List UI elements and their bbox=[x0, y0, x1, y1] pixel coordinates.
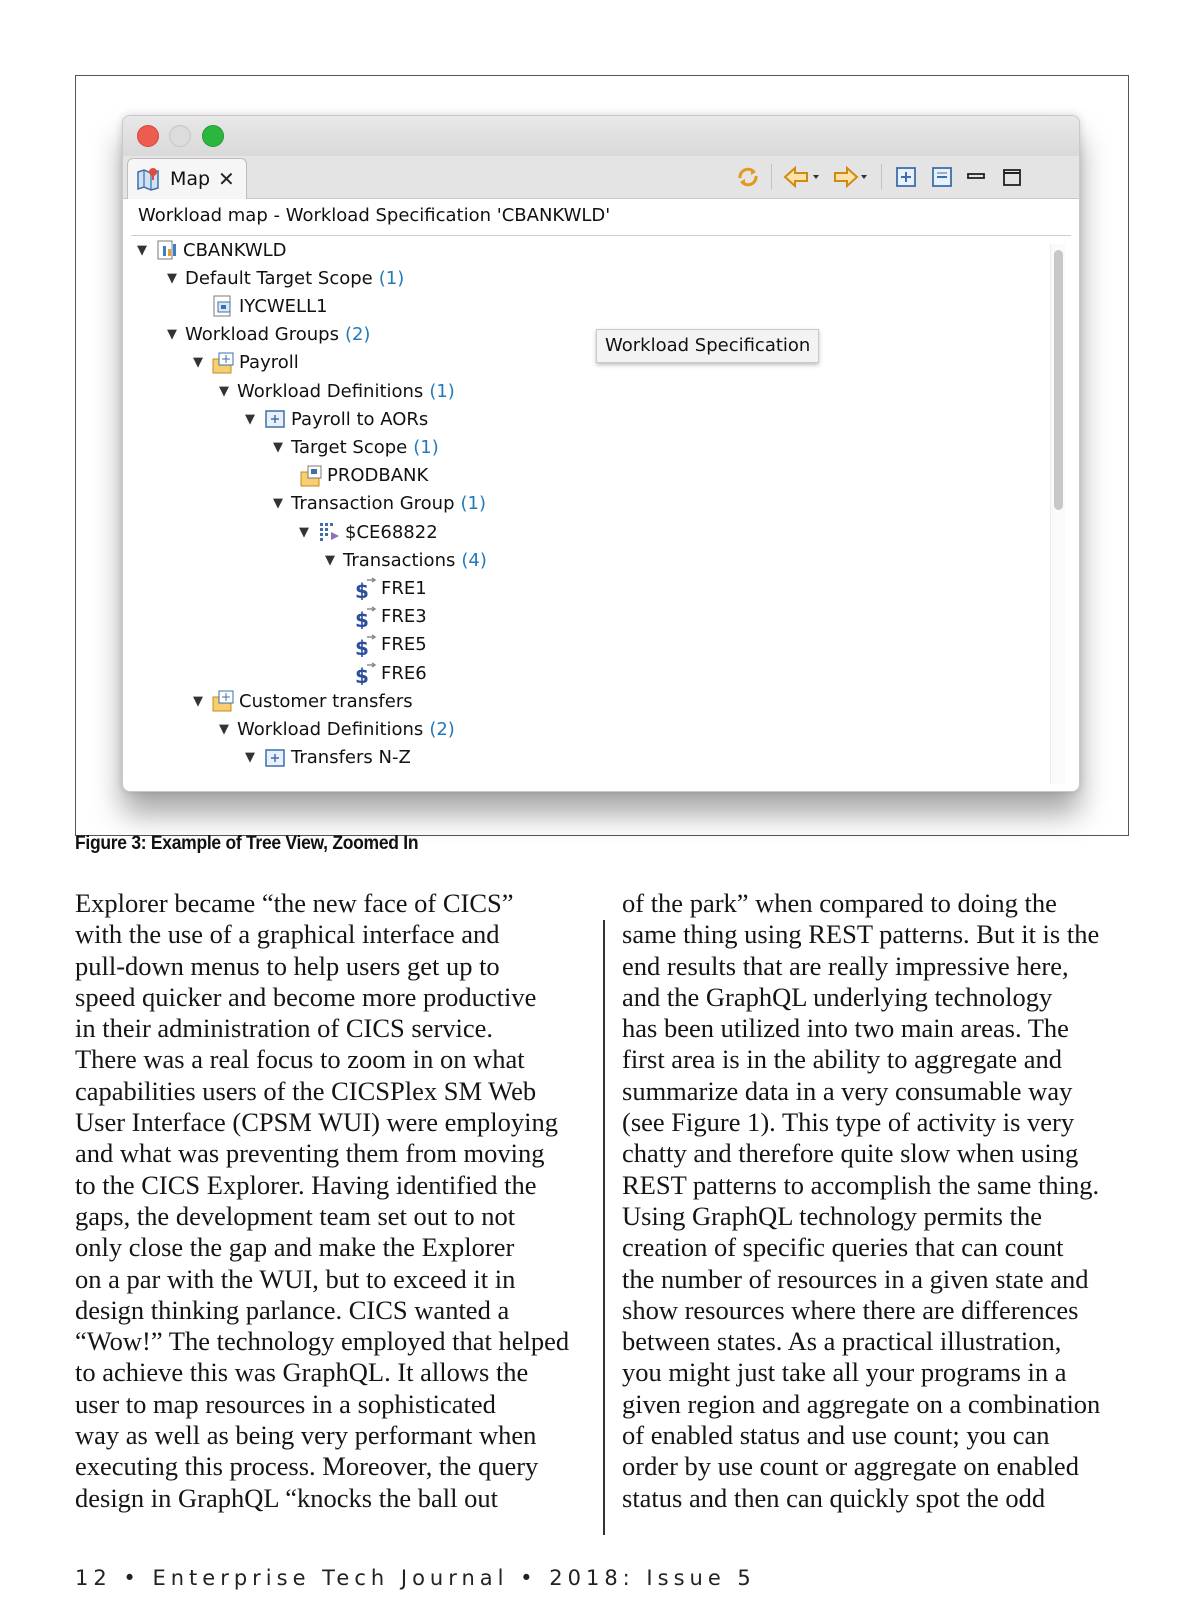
expand-toggle-icon[interactable]: ▼ bbox=[137, 242, 147, 258]
tree-node[interactable] bbox=[353, 632, 427, 658]
workload-map-heading: Workload map - Workload Specification 'CBANKWLD' bbox=[138, 205, 611, 226]
transaction-icon bbox=[353, 633, 377, 657]
svg-text:$: $ bbox=[355, 579, 369, 601]
tab-map[interactable] bbox=[127, 158, 247, 199]
tree-node[interactable] bbox=[193, 688, 413, 714]
tree-node[interactable] bbox=[167, 322, 370, 348]
text-line: chatty and therefore quite slow when using bbox=[622, 1138, 1079, 1169]
tree-node-label: Payroll to AORs bbox=[291, 408, 429, 430]
transaction-icon bbox=[353, 605, 377, 629]
scrollbar-thumb[interactable] bbox=[1054, 250, 1063, 510]
tree-node[interactable] bbox=[245, 745, 411, 771]
text-line: User Interface (CPSM WUI) were employing bbox=[75, 1107, 558, 1138]
text-line: show resources where there are differences bbox=[622, 1294, 1079, 1325]
article-left-column bbox=[75, 888, 595, 1514]
tree-node[interactable] bbox=[245, 406, 428, 432]
map-icon bbox=[136, 166, 162, 192]
tree-node-label: Transactions bbox=[343, 549, 456, 571]
text-line: to the CICS Explorer. Having identified the bbox=[75, 1169, 537, 1200]
toolbar-separator bbox=[771, 164, 772, 190]
collapse-all-icon[interactable] bbox=[929, 164, 955, 190]
text-line: has been utilized into two main areas. The bbox=[622, 1013, 1069, 1044]
text-line: speed quicker and become more productive bbox=[75, 981, 537, 1012]
text-line: of enabled status and use count; you can bbox=[622, 1420, 1050, 1451]
expand-toggle-icon[interactable]: ▼ bbox=[193, 355, 203, 371]
tree-node-count: (2) bbox=[429, 718, 455, 740]
text-line: first area is in the ability to aggregate and bbox=[622, 1044, 1063, 1075]
expand-all-icon[interactable] bbox=[893, 164, 919, 190]
tree-node[interactable] bbox=[299, 519, 438, 545]
view-toolbar bbox=[123, 156, 1079, 199]
expand-toggle-icon[interactable]: ▼ bbox=[325, 552, 335, 568]
heading-divider bbox=[131, 235, 1071, 236]
tree-node-label: CBANKWLD bbox=[183, 239, 287, 261]
expand-toggle-icon[interactable]: ▼ bbox=[167, 327, 177, 343]
tree-node-label: Transfers N-Z bbox=[291, 747, 411, 769]
text-line: on a par with the WUI, but to exceed it in bbox=[75, 1263, 516, 1294]
text-line: (see Figure 1). This type of activity is very bbox=[622, 1107, 1075, 1138]
close-window-button[interactable] bbox=[137, 125, 159, 147]
tree-node-count: (4) bbox=[461, 549, 487, 571]
text-line: executing this process. Moreover, the query bbox=[75, 1451, 539, 1482]
minimize-window-button[interactable] bbox=[169, 125, 191, 147]
maximize-view-icon[interactable] bbox=[1001, 164, 1023, 190]
tree-node[interactable] bbox=[273, 434, 439, 460]
tree-node[interactable] bbox=[219, 378, 455, 404]
tree-node-count: (2) bbox=[344, 324, 371, 346]
expand-toggle-icon[interactable]: ▼ bbox=[245, 750, 255, 766]
tree-node[interactable] bbox=[353, 660, 427, 686]
expand-toggle-icon[interactable]: ▼ bbox=[299, 524, 309, 540]
minimize-view-icon[interactable] bbox=[965, 164, 987, 190]
text-line: creation of specific queries that can count bbox=[622, 1232, 1064, 1263]
text-line: with the use of a graphical interface and bbox=[75, 919, 500, 950]
back-icon[interactable] bbox=[783, 164, 823, 190]
scope-icon bbox=[299, 464, 323, 488]
text-line: you might just take all your programs in a bbox=[622, 1357, 1067, 1388]
text-line: pull-down menus to help users get up to bbox=[75, 950, 500, 981]
tree-node[interactable] bbox=[273, 491, 486, 517]
text-line: design thinking parlance. CICS wanted a bbox=[75, 1294, 510, 1325]
tree-node-label: Target Scope bbox=[291, 436, 408, 458]
tree-node-label: Customer transfers bbox=[239, 690, 413, 712]
text-line: capabilities users of the CICSPlex SM Web bbox=[75, 1075, 537, 1106]
text-line: of the park” when compared to doing the bbox=[622, 888, 1057, 918]
region-icon bbox=[211, 294, 235, 318]
expand-toggle-icon[interactable]: ▼ bbox=[193, 693, 203, 709]
text-line: and the GraphQL underlying technology bbox=[622, 981, 1053, 1012]
zoom-window-button[interactable] bbox=[202, 125, 224, 147]
expand-toggle-icon[interactable]: ▼ bbox=[273, 439, 283, 455]
text-line: between states. As a practical illustration, bbox=[622, 1326, 1062, 1357]
workload-group-icon bbox=[211, 351, 235, 375]
figure-caption: Figure 3: Example of Tree View, Zoomed In bbox=[75, 833, 419, 854]
tab-map-label: Map bbox=[170, 168, 211, 190]
expand-toggle-icon[interactable]: ▼ bbox=[219, 721, 229, 737]
tree-node-count: (1) bbox=[460, 493, 486, 515]
tree-node-count: (1) bbox=[413, 436, 439, 458]
column-divider bbox=[603, 920, 605, 1535]
tree-node[interactable] bbox=[193, 350, 299, 376]
text-line: REST patterns to accomplish the same thing. bbox=[622, 1169, 1100, 1200]
tree-node[interactable] bbox=[211, 293, 328, 319]
tree-node-label: Default Target Scope bbox=[185, 267, 373, 289]
tree-node-count: (1) bbox=[378, 267, 405, 289]
text-line: given region and aggregate on a combination bbox=[622, 1388, 1101, 1419]
svg-text:$: $ bbox=[355, 635, 369, 657]
transaction-icon bbox=[353, 661, 377, 685]
text-line: to achieve this was GraphQL. It allows the bbox=[75, 1357, 529, 1388]
tree-node[interactable] bbox=[325, 547, 487, 573]
expand-toggle-icon[interactable]: ▼ bbox=[273, 496, 283, 512]
text-line: gaps, the development team set out to not bbox=[75, 1200, 516, 1231]
tree-node-label: Workload Groups bbox=[185, 324, 339, 346]
toolbar-separator bbox=[881, 164, 882, 190]
tree-node[interactable] bbox=[299, 463, 428, 489]
text-line: order by use count or aggregate on enabled bbox=[622, 1451, 1079, 1482]
text-line: There was a real focus to zoom in on what bbox=[75, 1044, 525, 1075]
vertical-scrollbar[interactable] bbox=[1050, 244, 1065, 784]
tree-node-label: FRE5 bbox=[381, 634, 427, 656]
definition-icon bbox=[263, 407, 287, 431]
tree-node[interactable] bbox=[167, 265, 404, 291]
workload-map-window bbox=[122, 115, 1080, 792]
transaction-icon bbox=[353, 576, 377, 600]
text-line: way as well as being very performant when bbox=[75, 1420, 537, 1451]
tree-node-label: PRODBANK bbox=[327, 465, 429, 487]
tree-node-label: FRE6 bbox=[381, 662, 427, 684]
text-line: status and then can quickly spot the odd bbox=[622, 1482, 1046, 1513]
workload-spec-tooltip: Workload Specification bbox=[596, 329, 819, 363]
tree-node[interactable] bbox=[353, 604, 427, 630]
tree-node-label: $CE68822 bbox=[345, 521, 438, 543]
sync-icon[interactable] bbox=[735, 164, 761, 190]
svg-text:$: $ bbox=[355, 607, 369, 629]
definition-icon bbox=[263, 746, 287, 770]
tree-node-count: (1) bbox=[429, 380, 455, 402]
tree-node-label: Payroll bbox=[239, 352, 299, 374]
text-line: user to map resources in a sophisticated bbox=[75, 1388, 496, 1419]
svg-text:$: $ bbox=[355, 664, 369, 685]
workload-group-icon bbox=[211, 689, 235, 713]
tree-node-label: IYCWELL1 bbox=[239, 295, 328, 317]
text-line: the number of resources in a given state and bbox=[622, 1263, 1089, 1294]
tree-node[interactable] bbox=[219, 716, 455, 742]
text-line: end results that are really impressive here, bbox=[622, 950, 1069, 981]
text-line: “Wow!” The technology employed that helped bbox=[75, 1326, 570, 1357]
page-footer: 12 • Enterprise Tech Journal • 2018: Issue 5 bbox=[75, 1566, 756, 1590]
text-line: design in GraphQL “knocks the ball out bbox=[75, 1482, 498, 1513]
window-titlebar bbox=[123, 116, 1079, 156]
tree-node[interactable] bbox=[137, 237, 287, 263]
text-line: only close the gap and make the Explorer bbox=[75, 1232, 515, 1263]
text-line: and what was preventing them from moving bbox=[75, 1138, 545, 1169]
tree-node-label: Workload Definitions bbox=[237, 718, 424, 740]
text-line: summarize data in a very consumable way bbox=[622, 1075, 1073, 1106]
workload-spec-icon bbox=[155, 238, 179, 262]
expand-toggle-icon[interactable]: ▼ bbox=[245, 411, 255, 427]
expand-toggle-icon[interactable]: ▼ bbox=[167, 270, 177, 286]
forward-icon[interactable] bbox=[831, 164, 871, 190]
close-icon[interactable]: ✕ bbox=[218, 167, 235, 191]
expand-toggle-icon[interactable]: ▼ bbox=[219, 383, 229, 399]
text-line: in their administration of CICS service. bbox=[75, 1013, 494, 1044]
text-line: Explorer became “the new face of CICS” bbox=[75, 888, 514, 918]
text-line: Using GraphQL technology permits the bbox=[622, 1200, 1042, 1231]
transaction-group-icon bbox=[317, 520, 341, 544]
tree-node-label: FRE1 bbox=[381, 577, 427, 599]
tree-node[interactable] bbox=[353, 575, 427, 601]
tree-node-label: Transaction Group bbox=[291, 493, 455, 515]
article-right-column bbox=[622, 888, 1142, 1514]
tree-view-panel bbox=[123, 199, 1079, 791]
tree-node-label: Workload Definitions bbox=[237, 380, 424, 402]
text-line: same thing using REST patterns. But it is the bbox=[622, 919, 1100, 950]
tree-node-label: FRE3 bbox=[381, 606, 427, 628]
